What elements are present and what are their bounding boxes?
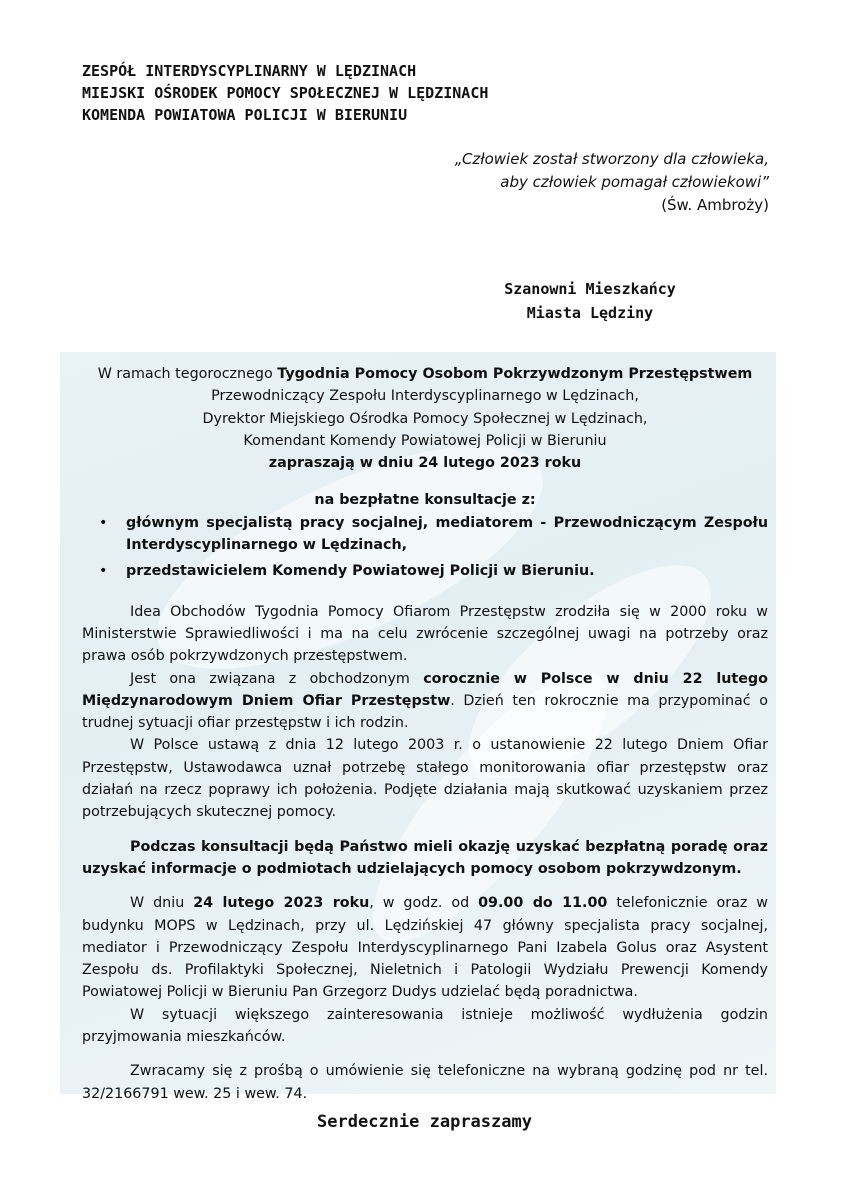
header-line-police: KOMENDA POWIATOWA POLICJI W BIERUNIU	[82, 106, 408, 124]
paragraph-contact: Zwracamy się z prośbą o umówienie się telefoniczne na wybraną godzinę pod nr tel. 32/2166791 wew. 25 i wew. 74.	[82, 1063, 768, 1102]
quote-line-1: „Człowiek został stworzony dla człowieka,	[454, 150, 769, 168]
header-line-team: ZESPÓŁ INTERDYSCYPLINARNY W LĘDZINACH	[82, 62, 417, 80]
intro-line-5: zapraszają w dniu 24 lutego 2023 roku	[268, 455, 582, 472]
paragraph-extended-hours: W sytuacji większego zainteresowania istnieje możliwość wydłużenia godzin przyjmowania mieszkańców.	[82, 1006, 768, 1046]
list-item: • głównym specjalistą pracy socjalnej, mediatorem - Przewodniczącym Zespołu Interdyscyplinarnego w Lędzinach,	[82, 512, 768, 557]
motto-quote	[349, 148, 769, 217]
paragraph-schedule: W dniu 24 lutego 2023 roku, w godz. od 09.00 do 11.00 telefonicznie oraz w budynku MOPS w Lędzinach, przy ul. Lędzińskiej 47 główny specjalista pracy socjalnej, mediator i Przewodniczący Zespołu Interdyscyplinarnego Pani Izabela Golus oraz Asystent Zespołu ds. Profilaktyki Społecznej, Nieletnich i Patologii Wydziału Prewencji Komendy Powiatowej Policji w Bieruniu Pan Grzegorz Dudys udzielać będą poradnictwa.	[82, 895, 768, 1001]
consult-heading: na bezpłatne konsultacje z:	[314, 492, 536, 509]
event-name: Tygodnia Pomocy Osobom Pokrzywdzonym Przestępstwem	[277, 366, 753, 382]
greeting-line-2: Miasta Lędziny	[526, 304, 654, 322]
intro-block	[82, 363, 768, 474]
paragraph-consultation-info: Podczas konsultacji będą Państwo mieli okazję uzyskać bezpłatną poradę oraz uzyskać informacje o podmiotach udzielających pomocy osobom pokrzywdzonym.	[82, 838, 768, 877]
document-header	[82, 60, 488, 126]
paragraph-international-day: Jest ona związana z obchodzonym corocznie w Polsce w dniu 22 lutego Międzynarodowym Dniem Ofiar Przestępstw. Dzień ten rokrocznie ma przypominać o trudnej sytuacji ofiar przestępstw i ich rodzin.	[82, 670, 768, 732]
quote-author: (Św. Ambroży)	[661, 196, 769, 214]
closing-invitation: Serdecznie zapraszamy	[317, 1112, 532, 1132]
quote-line-2: aby człowiek pomagał człowiekowi”	[500, 173, 769, 191]
letter-body	[82, 363, 768, 1105]
greeting	[430, 277, 750, 325]
intro-line-4: Komendant Komendy Powiatowej Policji w Bieruniu	[243, 432, 607, 449]
greeting-line-1: Szanowni Mieszkańcy	[504, 280, 676, 298]
header-line-mops: MIEJSKI OŚRODEK POMOCY SPOŁECZNEJ W LĘDZINACH	[82, 84, 489, 102]
paragraph-idea: Idea Obchodów Tygodnia Pomocy Ofiarom Przestępstw zrodziła się w 2000 roku w Ministerstwie Sprawiedliwości i ma na celu zwrócenie szczególnej uwagi na potrzeby oraz prawa osób pokrzywdzonych przestępstwem.	[82, 603, 768, 665]
intro-line-3: Dyrektor Miejskiego Ośrodka Pomocy Społecznej w Lędzinach,	[202, 410, 648, 427]
list-item: • przedstawicielem Komendy Powiatowej Policji w Bieruniu.	[82, 560, 768, 582]
intro-line-1: W ramach tegorocznego Tygodnia Pomocy Osobom Pokrzywdzonym Przestępstwem	[97, 366, 753, 382]
paragraph-statute: W Polsce ustawą z dnia 12 lutego 2003 r. o ustanowienie 22 lutego Dniem Ofiar Przestępstw, Ustawodawca uznał potrzebę stałego monitorowania ofiar przestępstw oraz działań na rzecz poprawy ich położenia. Podjęte działania mają skutkować uzyskaniem przez potrzebujących skutecznej pomocy.	[82, 737, 768, 821]
intro-line-2: Przewodniczący Zespołu Interdyscyplinarnego w Lędzinach,	[211, 388, 639, 405]
consult-list	[82, 512, 768, 583]
